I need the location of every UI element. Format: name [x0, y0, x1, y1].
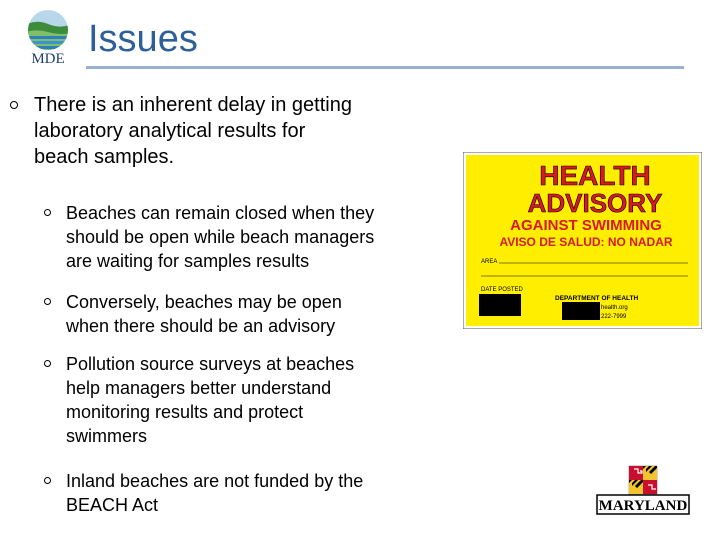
bullet-marker: [10, 101, 18, 109]
sub-bullet-line: Pollution source surveys at beaches: [66, 354, 355, 374]
sub-bullet-marker: [44, 298, 51, 305]
sign-web-fragment: health.org: [601, 305, 628, 311]
sign-redaction: [562, 302, 600, 320]
sign-redaction: [479, 294, 521, 316]
sub-bullet-line: Beaches can remain closed when they: [66, 203, 375, 223]
health-advisory-sign: [463, 152, 702, 329]
sign-date-label: DATE POSTED: [481, 287, 523, 293]
sign-spanish-warning: AVISO DE SALUD: NO NADAR: [499, 235, 673, 249]
sub-bullet-line: help managers better understand: [66, 378, 332, 398]
sub-bullet-line: should be open while beach managers: [66, 227, 375, 247]
sign-phone-fragment: 222-7999: [601, 314, 627, 320]
sub-bullet-line: are waiting for samples results: [66, 251, 310, 271]
sub-bullet-marker: [44, 209, 51, 216]
sub-bullet-marker: [44, 360, 51, 367]
main-bullet-line: There is an inherent delay in getting: [34, 94, 352, 116]
sub-bullet-line: when there should be an advisory: [66, 316, 336, 336]
sign-heading-health: HEALTH: [539, 160, 651, 191]
main-bullet-line: laboratory analytical results for: [34, 120, 306, 142]
sub-bullet-marker: [44, 477, 51, 484]
slide-title: Issues: [88, 18, 198, 60]
mde-logo-text: MDE: [31, 51, 65, 66]
sub-bullet-line: Inland beaches are not funded by the: [66, 471, 364, 491]
sign-department-label: DEPARTMENT OF HEALTH: [555, 295, 639, 302]
sub-bullet-line: swimmers: [66, 426, 147, 446]
sub-bullet-line: Conversely, beaches may be open: [66, 292, 342, 312]
sub-bullet-line: BEACH Act: [66, 495, 159, 515]
sign-heading-advisory: ADVISORY: [527, 188, 663, 218]
maryland-logo: [595, 464, 691, 516]
maryland-flag-emblem: [629, 466, 657, 494]
main-bullet-line: beach samples.: [34, 146, 175, 168]
sign-area-label: AREA: [481, 259, 498, 265]
maryland-logo-text: MARYLAND: [598, 498, 688, 514]
sub-bullet-line: monitoring results and protect: [66, 402, 304, 422]
sign-against-swimming: AGAINST SWIMMING: [510, 217, 662, 234]
